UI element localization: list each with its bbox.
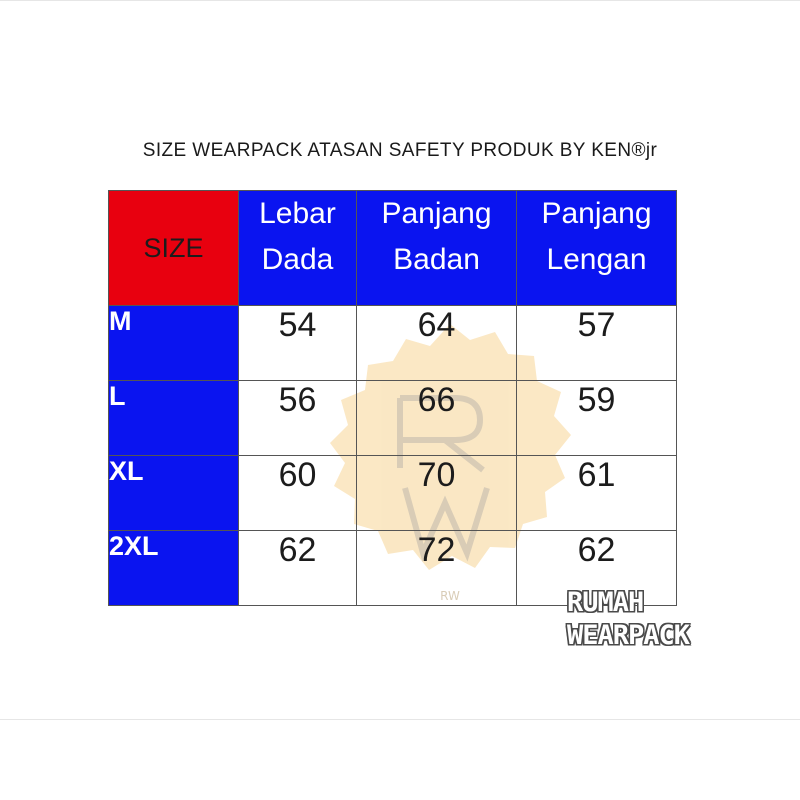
value-cell: 70 bbox=[357, 456, 517, 531]
brand-logo-text bbox=[567, 586, 689, 652]
bottom-divider bbox=[0, 719, 800, 720]
value-cell: 59 bbox=[517, 381, 677, 456]
value-cell: 54 bbox=[239, 306, 357, 381]
page-title: SIZE WEARPACK ATASAN SAFETY PRODUK BY KEN®jr bbox=[142, 140, 658, 161]
brand-line-2: WEARPACK bbox=[567, 620, 690, 651]
size-label: 2XL bbox=[109, 531, 239, 606]
table-row bbox=[109, 306, 677, 381]
size-label: M bbox=[109, 306, 239, 381]
value-cell: 57 bbox=[517, 306, 677, 381]
value-cell: 66 bbox=[357, 381, 517, 456]
table-header-row bbox=[109, 191, 677, 306]
header-panjang-badan: Panjang Badan bbox=[357, 191, 517, 306]
value-cell: 72 bbox=[357, 531, 517, 606]
size-label: L bbox=[109, 381, 239, 456]
watermark-letters: RW bbox=[440, 589, 460, 603]
size-label: XL bbox=[109, 456, 239, 531]
value-cell: 62 bbox=[517, 531, 677, 606]
value-cell: 60 bbox=[239, 456, 357, 531]
size-table bbox=[108, 190, 677, 606]
header-lebar-dada: Lebar Dada bbox=[239, 191, 357, 306]
value-cell: 61 bbox=[517, 456, 677, 531]
value-cell: 62 bbox=[239, 531, 357, 606]
size-header-cell: SIZE bbox=[109, 191, 239, 306]
brand-line-1: RUMAH bbox=[567, 587, 644, 618]
table-row bbox=[109, 456, 677, 531]
value-cell: 64 bbox=[357, 306, 517, 381]
value-cell: 56 bbox=[239, 381, 357, 456]
table-row bbox=[109, 381, 677, 456]
top-divider bbox=[0, 0, 800, 1]
header-panjang-lengan: Panjang Lengan bbox=[517, 191, 677, 306]
